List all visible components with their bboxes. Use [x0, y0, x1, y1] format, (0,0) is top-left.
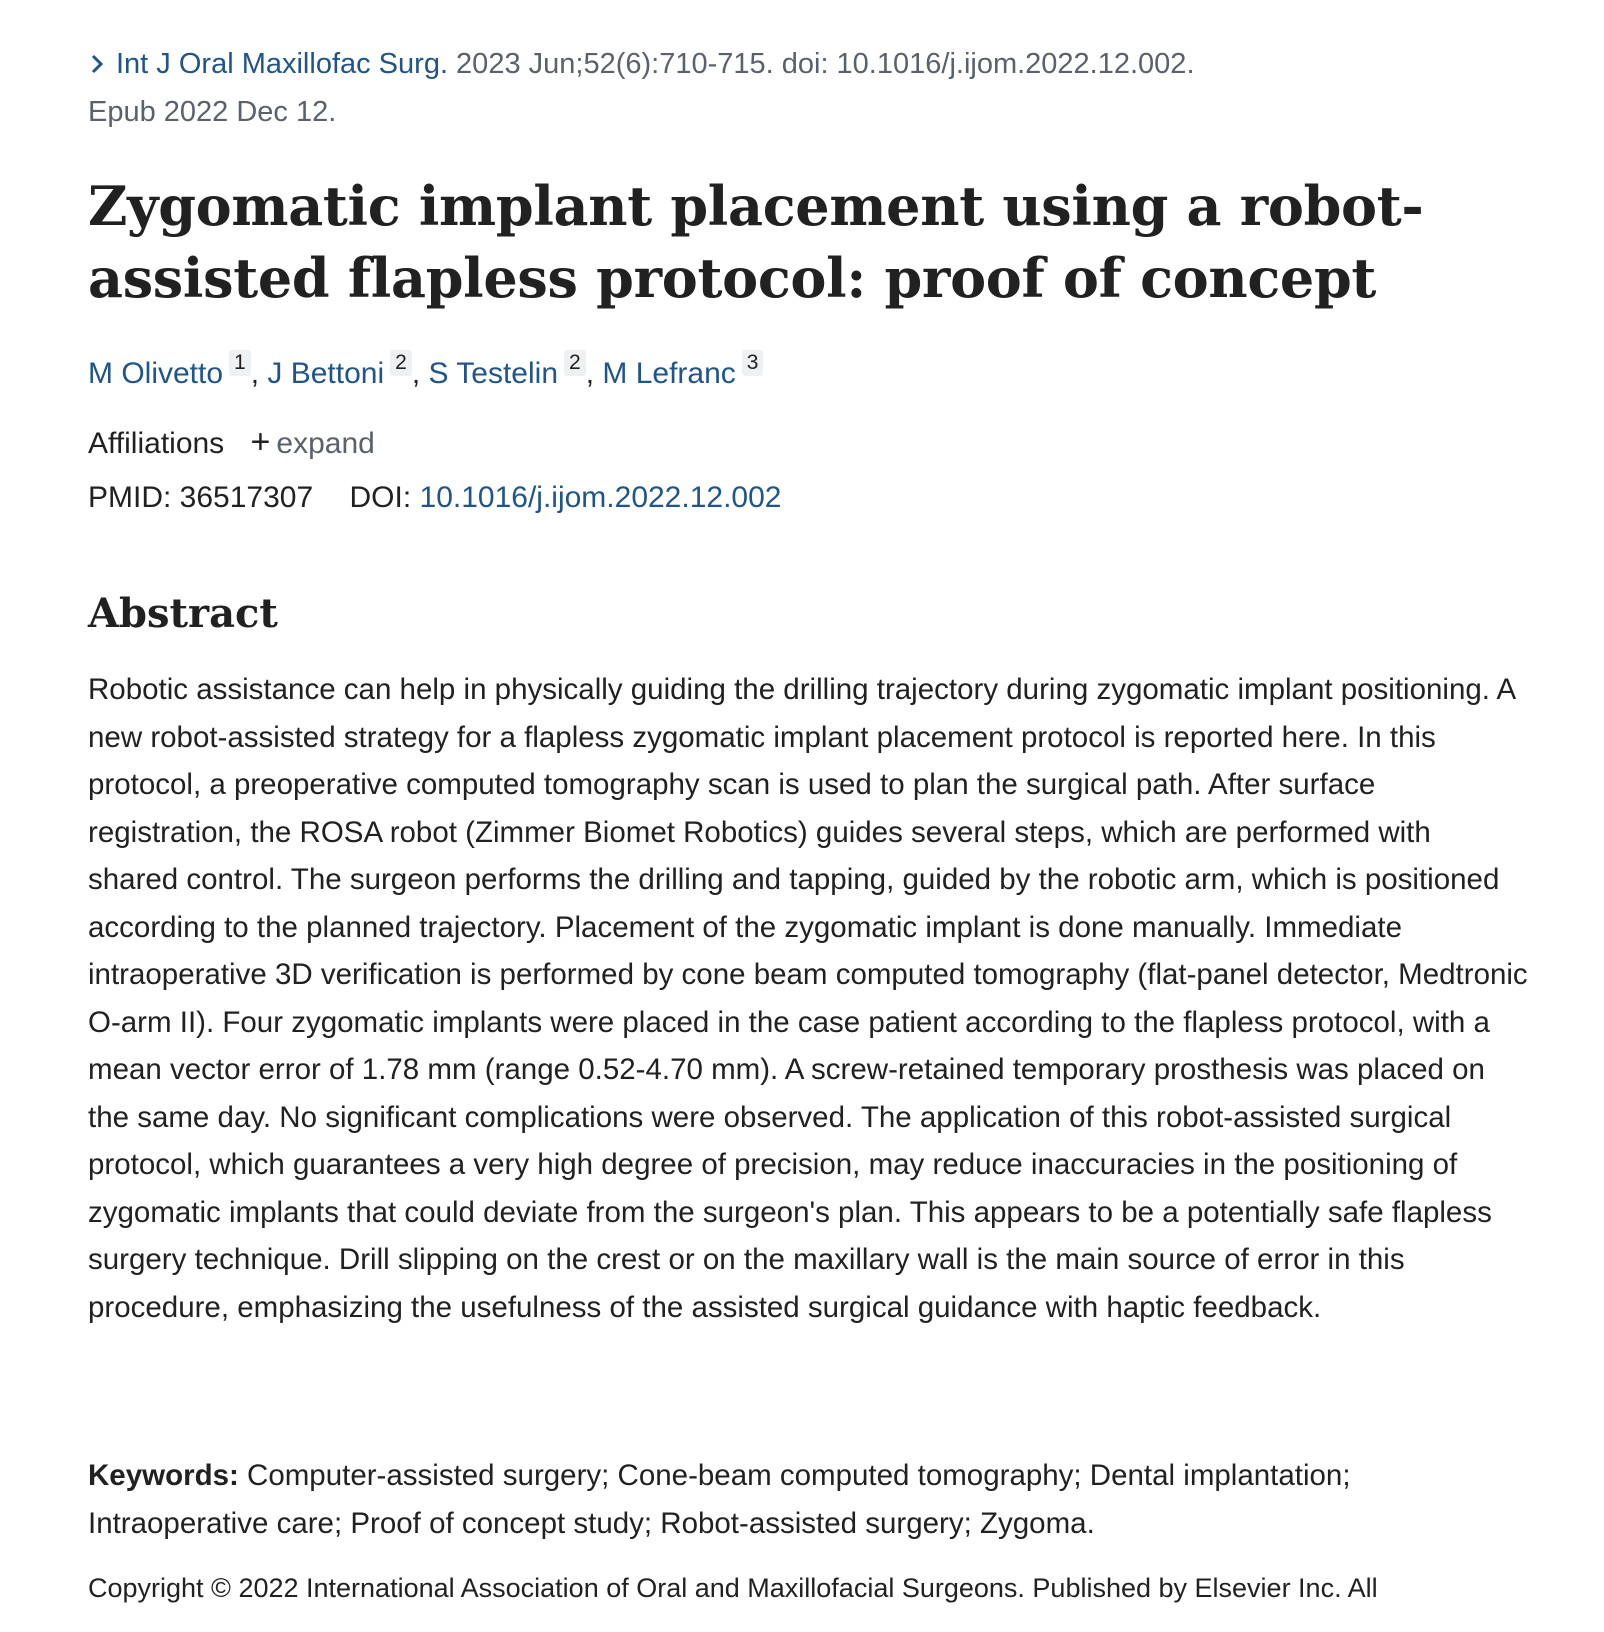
author-link[interactable]: M Lefranc — [602, 357, 736, 390]
affiliation-marker[interactable]: 3 — [742, 350, 764, 376]
pmid-label: PMID: — [88, 481, 180, 514]
keywords-list: Computer-assisted surgery; Cone-beam computed tomography; Dental implantation; Intraoperative care; Proof of concept study; Robot-assisted surgery; Zygoma. — [88, 1459, 1351, 1540]
doi-link[interactable]: 10.1016/j.ijom.2022.12.002 — [419, 481, 782, 514]
author-separator: , — [411, 357, 429, 390]
plus-icon: + — [250, 423, 271, 461]
abstract-text: Robotic assistance can help in physically guiding the drilling trajectory during zygomatic implant positioning. A new robot-assisted strategy for a flapless zygomatic implant placement protocol is reported here. In this protocol, a preoperative computed tomography scan is used to plan the surgical path. After surface registration, the ROSA robot (Zimmer Biomet Robotics) guides several steps, which are performed with shared control. The surgeon performs the drilling and tapping, guided by the robotic arm, which is positioned according to the planned trajectory. Placement of the zygomatic implant is done manually. Immediate intraoperative 3D verification is performed by cone beam computed tomography (flat-panel detector, Medtronic O-arm II). Four zygomatic implants were placed in the case patient according to the flapless protocol, with a mean vector error of 1.78 mm (range 0.52-4.70 mm). A screw-retained temporary prosthesis was placed on the same day. No significant complications were observed. The application of this robot-assisted surgical protocol, which guarantees a very high degree of precision, may reduce inaccuracies in the positioning of zygomatic implants that could deviate from the surgeon's plan. This appears to be a potentially safe flapless surgery technique. Drill slipping on the crest or on the maxillary wall is the main source of error in this procedure, emphasizing the usefulness of the assisted surgical guidance with haptic feedback. — [88, 673, 1528, 1324]
doi-label: DOI: — [349, 481, 420, 514]
keywords-label: Keywords: — [88, 1459, 239, 1492]
citation-details: 2023 Jun;52(6):710-715. doi: 10.1016/j.ijom.2022.12.002. — [448, 48, 1195, 80]
abstract-heading: Abstract — [88, 590, 278, 637]
affiliation-marker[interactable]: 2 — [390, 350, 412, 376]
affiliations-expand-button[interactable] — [250, 423, 375, 461]
keywords — [88, 1452, 1528, 1547]
expand-label: expand — [276, 427, 375, 460]
affiliation-marker[interactable]: 1 — [229, 350, 251, 376]
pmid-value: 36517307 — [179, 481, 314, 514]
journal-link[interactable]: Int J Oral Maxillofac Surg. — [116, 48, 448, 80]
epub-date: Epub 2022 Dec 12. — [88, 96, 337, 128]
author-list — [88, 350, 763, 398]
identifiers-row — [88, 478, 781, 518]
author-link[interactable]: M Olivetto — [88, 357, 224, 390]
author-separator: , — [585, 357, 603, 390]
article-title: Zygomatic implant placement using a robot-assisted flapless protocol: proof of concept — [88, 174, 1424, 310]
author-link[interactable]: J Bettoni — [267, 357, 385, 390]
copyright-notice: Copyright © 2022 International Association of Oral and Maxillofacial Surgeons. Published by Elsevier Inc. All — [88, 1573, 1378, 1603]
affiliations-label: Affiliations — [88, 427, 225, 460]
citation — [88, 40, 1528, 136]
author-link[interactable]: S Testelin — [428, 357, 559, 390]
chevron-right-icon — [88, 40, 116, 88]
author-separator: , — [250, 357, 268, 390]
affiliations-row — [88, 422, 375, 464]
affiliation-marker[interactable]: 2 — [564, 350, 586, 376]
